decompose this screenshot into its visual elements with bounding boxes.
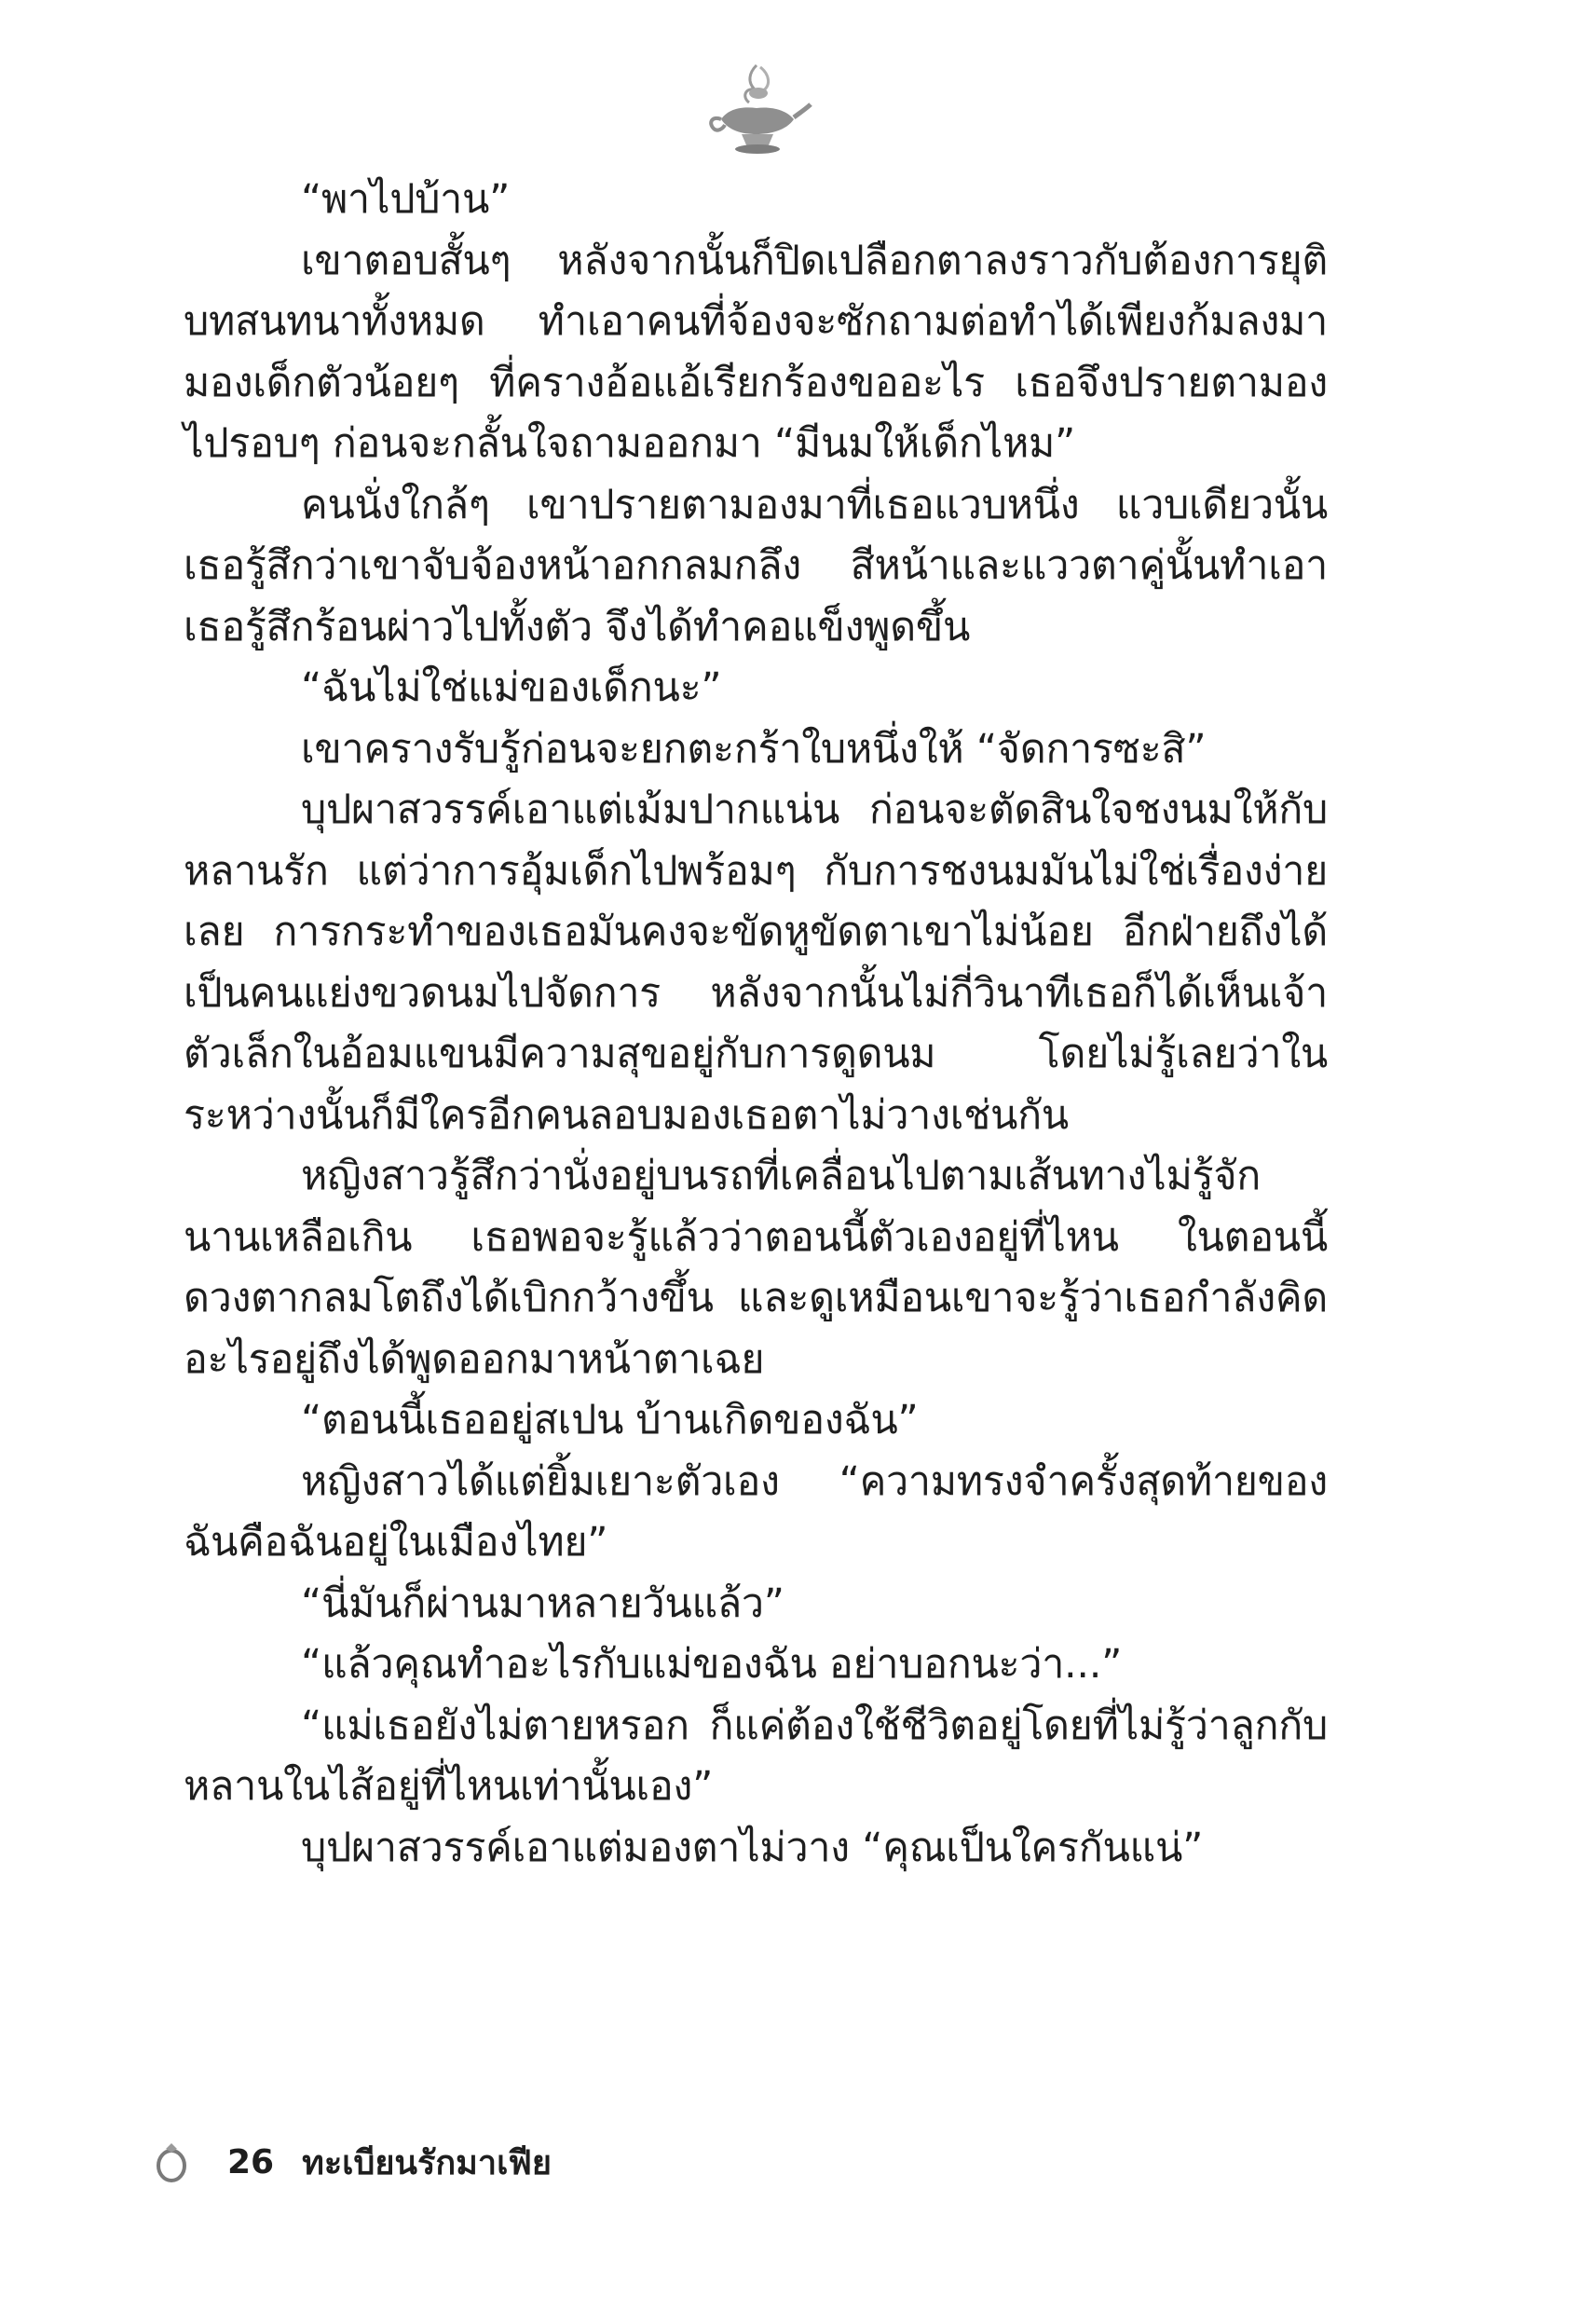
paragraph: “ฉันไม่ใช่แม่ของเด็กนะ” <box>301 664 722 711</box>
paragraph: “นี่มันก็ผ่านมาหลายวันแล้ว” <box>301 1579 784 1627</box>
paragraph: “ตอนนี้เธออยู่สเปน บ้านเกิดของฉัน” <box>301 1397 919 1443</box>
paragraph: บุปผาสวรรค์เอาแต่มองตาไม่วาง “คุณเป็นใครกันแน่” <box>301 1824 1204 1871</box>
page-number: 26 <box>227 2142 275 2181</box>
magic-lamp-icon <box>701 54 812 166</box>
paragraph: คนนั่งใกล้ๆ เขาปรายตามองมาที่เธอแวบหนึ่ง แวบเดียวนั้นเธอรู้สึกว่าเขาจับจ้องหน้าอกกลมกลึง สีหน้าและแววตาคู่นั้นทำเอาเธอรู้สึกร้อนผ่าวไปทั้งตัว จึงได้ทำคอแข็งพูดขึ้น <box>184 481 1328 650</box>
paragraph: “แล้วคุณทำอะไรกับแม่ของฉัน อย่าบอกนะว่า...” <box>301 1641 1123 1688</box>
page-footer <box>149 2134 552 2190</box>
paragraph: “พาไปบ้าน” <box>301 176 511 223</box>
paragraph: หญิงสาวได้แต่ยิ้มเยาะตัวเอง “ความทรงจำครั้งสุดท้ายของฉันคือฉันอยู่ในเมืองไทย” <box>184 1457 1328 1566</box>
paragraph: “แม่เธอยังไม่ตายหรอก ก็แค่ต้องใช้ชีวิตอยู่โดยที่ไม่รู้ว่าลูกกับหลานในไส้อยู่ที่ไหนเท่านั้นเอง” <box>184 1702 1328 1810</box>
body-text <box>184 170 1328 1879</box>
paragraph: บุปผาสวรรค์เอาแต่เม้มปากแน่น ก่อนจะตัดสินใจชงนมให้กับหลานรัก แต่ว่าการอุ้มเด็กไปพร้อมๆ กับการชงนมมันไม่ใช่เรื่องง่ายเลย การกระทำของเธอมันคงจะขัดหูขัดตาเขาไม่น้อย อีกฝ่ายถึงได้เป็นคนแย่งขวดนมไปจัดการ หลังจากนั้นไม่กี่วินาทีเธอก็ได้เห็นเจ้าตัวเล็กในอ้อมแขนมีความสุขอยู่กับการดูดนม โดยไม่รู้เลยว่าในระหว่างนั้นก็มีใครอีกคนลอบมองเธอตาไม่วางเช่นกัน <box>184 786 1328 1139</box>
paragraph: เขาตอบสั้นๆ หลังจากนั้นก็ปิดเปลือกตาลงราวกับต้องการยุติบทสนทนาทั้งหมด ทำเอาคนที่จ้องจะซักถามต่อทำได้เพียงก้มลงมามองเด็กตัวน้อยๆ ที่ครางอ้อแอ้เรียกร้องขออะไร เธอจึงปรายตามองไปรอบๆ ก่อนจะกลั้นใจถามออกมา “มีนมให้เด็กไหม” <box>184 237 1328 467</box>
paragraph: หญิงสาวรู้สึกว่านั่งอยู่บนรถที่เคลื่อนไปตามเส้นทางไม่รู้จักนานเหลือเกิน เธอพอจะรู้แล้วว่าตอนนี้ตัวเองอยู่ที่ไหน ในตอนนี้ดวงตากลมโตถึงได้เบิกกว้างขึ้น และดูเหมือนเขาจะรู้ว่าเธอกำลังคิดอะไรอยู่ถึงได้พูดออกมาหน้าตาเฉย <box>184 1153 1328 1383</box>
book-title: ทะเบียนรักมาเฟีย <box>302 2143 552 2182</box>
ring-icon <box>149 2140 194 2184</box>
paragraph: เขาครางรับรู้ก่อนจะยกตะกร้าใบหนึ่งให้ “จัดการซะสิ” <box>301 725 1207 773</box>
